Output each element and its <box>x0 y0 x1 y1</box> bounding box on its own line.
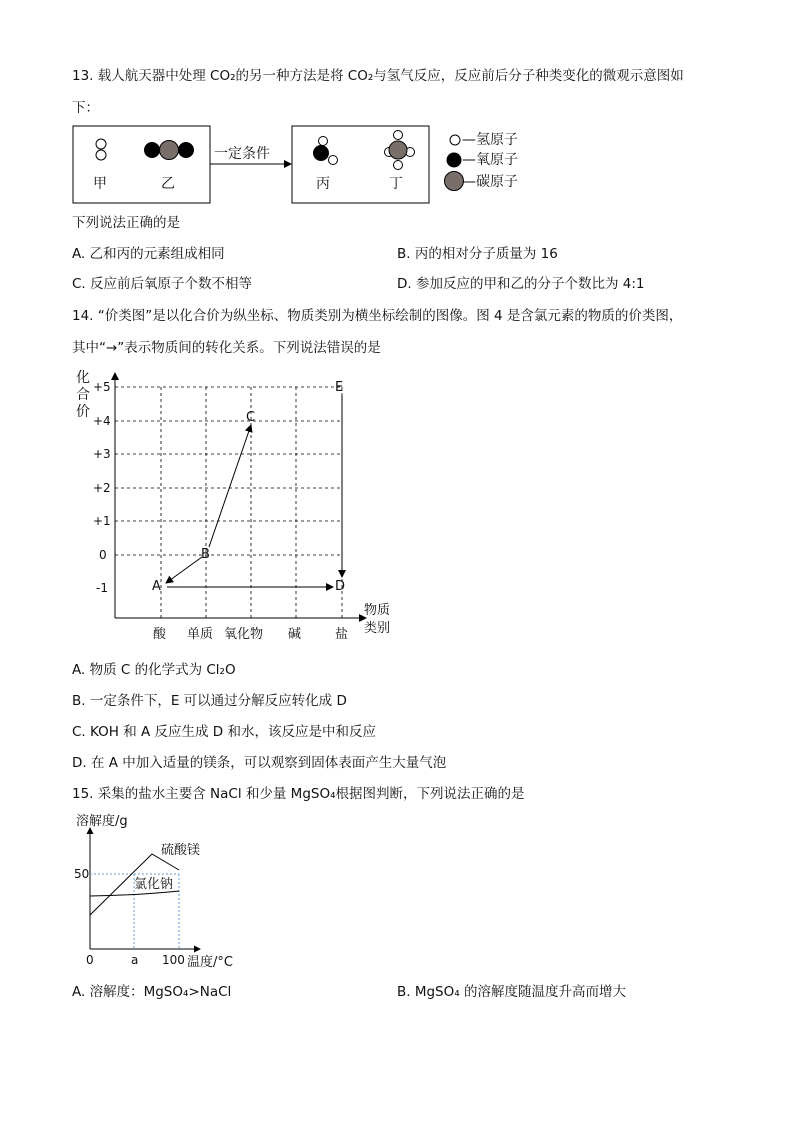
q14-option-c[interactable]: C. KOH 和 A 反应生成 D 和水，该反应是中和反应 <box>72 724 376 740</box>
arrow-b-to-c <box>209 425 251 547</box>
q15-series-mgso4: 硫酸镁 <box>161 843 201 858</box>
arrow-b-to-a <box>166 557 202 583</box>
ch4-hydrogen-top <box>394 131 403 140</box>
h2-atom-top <box>96 139 106 149</box>
ch4-hydrogen-bottom <box>394 161 403 170</box>
ytick-plus3: +3 <box>93 447 111 461</box>
q15-y50: 50 <box>74 867 90 881</box>
xtick-salt: 盐 <box>335 627 349 642</box>
label-jia: 甲 <box>93 176 107 192</box>
x-label-1: 物质 <box>364 603 391 618</box>
point-b: B <box>201 547 210 562</box>
ytick-0: 0 <box>99 548 107 562</box>
q13-option-a[interactable]: A. 乙和丙的元素组成相同 <box>72 246 225 262</box>
h2o-hydrogen-top <box>319 137 328 146</box>
xtick-acid: 酸 <box>153 627 167 642</box>
point-c: C <box>246 410 256 425</box>
q15-x100: 100 <box>162 953 185 967</box>
legend-hydrogen-icon <box>450 135 460 145</box>
xtick-oxide: 氧化物 <box>224 627 264 642</box>
q14-valence-class-chart <box>72 365 412 645</box>
q13-option-d[interactable]: D. 参加反应的甲和乙的分子个数比为 4:1 <box>397 276 645 292</box>
ytick-plus2: +2 <box>93 481 111 495</box>
label-yi: 乙 <box>161 176 175 192</box>
q13-stem-line2: 下： <box>72 100 99 116</box>
point-a: A <box>152 579 161 594</box>
h2o-oxygen <box>313 145 329 161</box>
q14-stem-line1: 14. “价类图”是以化合价为纵坐标、物质类别为横坐标绘制的图像。图 4 是含氯元素的物质的价类图， <box>72 308 683 324</box>
xtick-element: 单质 <box>187 627 214 642</box>
q14-stem-line2: 其中“→”表示物质间的转化关系。下列说法错误的是 <box>72 340 381 356</box>
q15-xlabel: 温度/°C <box>187 955 233 970</box>
q15-stem: 15. 采集的盐水主要含 NaCl 和少量 MgSO₄根据图判断，下列说法正确的是 <box>72 786 525 802</box>
co2-carbon <box>160 141 179 160</box>
ch4-carbon <box>389 141 407 159</box>
legend-hydrogen-label: —氢原子 <box>462 132 518 148</box>
label-ding: 丁 <box>389 176 403 192</box>
x-label-2: 类别 <box>364 621 391 636</box>
ytick-minus1: -1 <box>96 581 108 595</box>
xtick-base: 碱 <box>288 627 302 642</box>
point-d: D <box>335 579 346 594</box>
h2-atom-bottom <box>96 150 106 160</box>
label-bing: 丙 <box>316 176 330 192</box>
ytick-plus1: +1 <box>93 514 111 528</box>
arrow-condition-label: 一定条件 <box>214 146 270 162</box>
legend-oxygen-icon <box>447 153 462 168</box>
legend-oxygen-label: —氧原子 <box>462 152 518 168</box>
products-box <box>292 126 429 203</box>
q14-option-d[interactable]: D. 在 A 中加入适量的镁条，可以观察到固体表面产生大量气泡 <box>72 755 447 771</box>
q14-option-b[interactable]: B. 一定条件下，E 可以通过分解反应转化成 D <box>72 693 347 709</box>
co2-oxygen-left <box>144 142 160 158</box>
ytick-plus5: +5 <box>93 380 111 394</box>
y-label-3: 价 <box>76 404 90 420</box>
q15-option-b[interactable]: B. MgSO₄ 的溶解度随温度升高而增大 <box>397 984 626 1000</box>
y-label-2: 合 <box>76 387 90 403</box>
q15-x0: 0 <box>86 953 94 967</box>
q15-xa: a <box>131 953 139 967</box>
q13-option-b[interactable]: B. 丙的相对分子质量为 16 <box>397 246 558 262</box>
y-label-1: 化 <box>76 370 90 386</box>
q15-ylabel: 溶解度/g <box>76 814 128 829</box>
legend-carbon-icon <box>445 172 464 191</box>
legend-carbon-label: —碳原子 <box>462 174 518 190</box>
q14-option-a[interactable]: A. 物质 C 的化学式为 Cl₂O <box>72 662 236 678</box>
q15-series-nacl: 氯化钠 <box>134 877 174 892</box>
co2-oxygen-right <box>178 142 194 158</box>
h2o-hydrogen-right <box>329 156 338 165</box>
q15-option-a[interactable]: A. 溶解度：MgSO₄>NaCl <box>72 984 232 1000</box>
q13-stem-line1: 13. 载人航天器中处理 CO₂的另一种方法是将 CO₂与氢气反应，反应前后分子种类变化的微观示意图如 <box>72 68 684 84</box>
q13-question: 下列说法正确的是 <box>72 215 180 231</box>
ytick-plus4: +4 <box>93 414 111 428</box>
q13-option-c[interactable]: C. 反应前后氧原子个数不相等 <box>72 276 253 292</box>
point-e: E <box>335 380 344 395</box>
